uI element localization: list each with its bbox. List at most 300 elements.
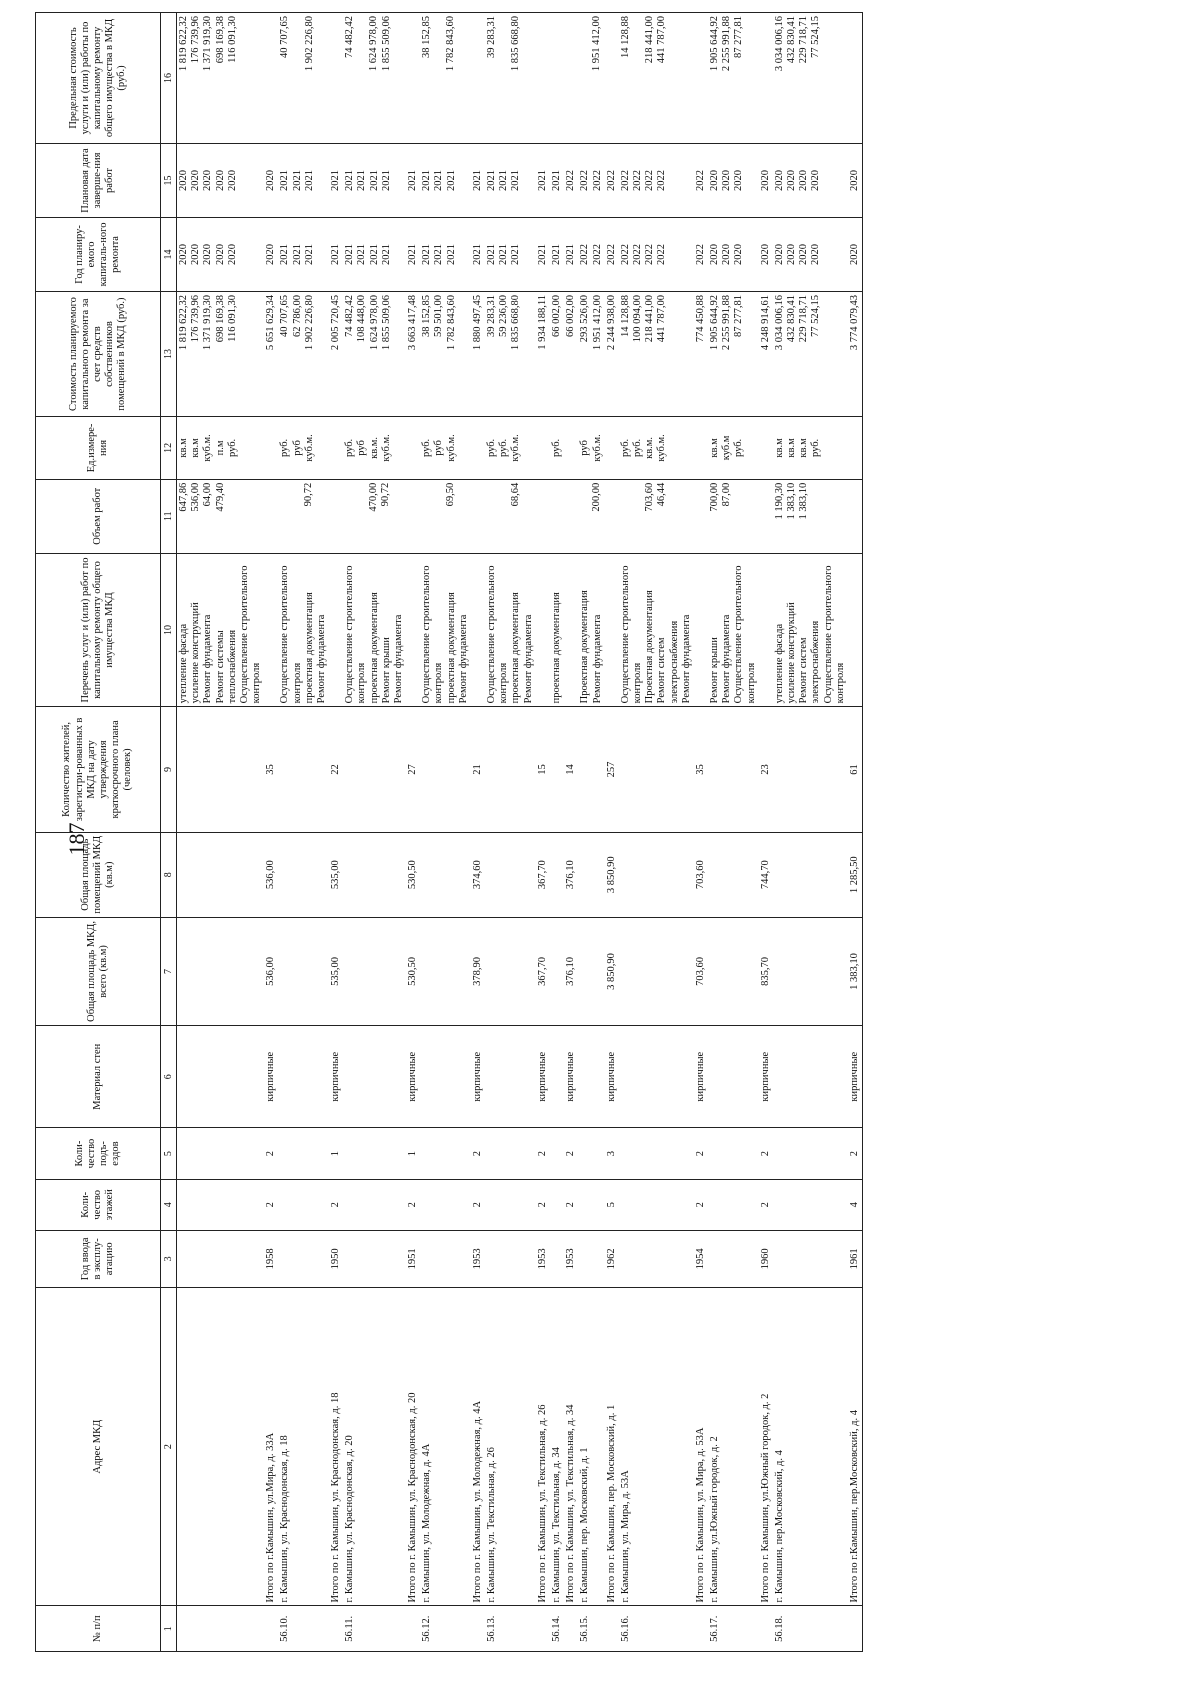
cell-works [264, 553, 278, 707]
column-header: Перечень услуг и (или) работ по капитальному ремонту общего имущества МКД [36, 553, 161, 707]
cell-volumes [759, 479, 773, 553]
cell-no [694, 1606, 708, 1652]
cell-line: 2020 [810, 243, 822, 265]
cell-plan-years [694, 217, 708, 291]
cell-total-area: 703,60 [694, 917, 708, 1025]
cell-end-dates [694, 144, 708, 218]
cell-limits [619, 13, 694, 144]
cell-works [759, 553, 773, 707]
table-row [343, 13, 406, 1652]
cell-line: кв.м [773, 438, 785, 458]
cell-address: Итого по г. Камышин, ул. Краснодонская, д. 18 [329, 1287, 343, 1606]
cell-total-area [485, 917, 536, 1025]
cell-line: Осуществление строительного контроля [238, 565, 263, 704]
cell-residents [773, 707, 848, 832]
column-number-row [161, 13, 177, 1652]
cell-line: кв.м. [368, 436, 380, 459]
cell-limits [848, 13, 863, 144]
cell-line: 2021 [330, 243, 342, 265]
cell-volumes [694, 479, 708, 553]
cell-total-area: 835,70 [759, 917, 773, 1025]
cell-entrances [343, 1128, 406, 1179]
cell-works [605, 553, 619, 707]
cell-no: 56.18. [773, 1606, 848, 1652]
cell-line: куб.м. [303, 434, 315, 462]
cell-premises-area: 536,00 [264, 832, 278, 917]
cell-line: 2021 [330, 169, 342, 191]
column-number: 2 [161, 1287, 177, 1606]
cell-material: кирпичные [406, 1026, 420, 1128]
cell-premises-area: 1 285,50 [848, 832, 863, 917]
cell-line: 2022 [591, 243, 603, 265]
cell-line: 2020 [733, 169, 745, 191]
cell-entrances: 1 [406, 1128, 420, 1179]
cell-plan-years [406, 217, 420, 291]
cell-costs [848, 291, 863, 416]
column-header: Плановая дата заверше-ния работ [36, 144, 161, 218]
cell-address: г. Камышин, ул. Краснодонская, д. 20 [343, 1287, 406, 1606]
cell-line [407, 420, 419, 476]
cell-line: 2020 [709, 169, 721, 191]
cell-line: 1 880 497,45 [471, 294, 483, 351]
cell-line: 1 383,10 [798, 482, 810, 520]
cell-no [329, 1606, 343, 1652]
cell-line: 1 371 919,30 [202, 294, 214, 351]
cell-line: 2021 [445, 169, 457, 191]
cell-line: куб.м. [510, 434, 522, 462]
cell-works [619, 553, 694, 707]
cell-line: 432 830,41 [786, 294, 798, 343]
cell-plan-years [536, 217, 550, 291]
cell-premises-area [550, 832, 564, 917]
cell-year: 1962 [605, 1230, 619, 1287]
cell-line: куб.м. [380, 434, 392, 462]
cell-total-area [278, 917, 329, 1025]
cell-units [536, 417, 550, 480]
cell-works [773, 553, 848, 707]
cell-end-dates [329, 144, 343, 218]
cell-line [265, 557, 277, 704]
cell-material [708, 1026, 759, 1128]
cell-entrances: 2 [264, 1128, 278, 1179]
cell-volumes [773, 479, 848, 553]
cell-address: Итого по г. Камышин, пер. Московский, д. 1 [605, 1287, 619, 1606]
cell-works [694, 553, 708, 707]
cell-line: 14 128,88 [619, 294, 631, 337]
cell-residents: 27 [406, 707, 420, 832]
cell-line [849, 16, 861, 140]
cell-floors [177, 1179, 265, 1230]
cell-end-dates [264, 144, 278, 218]
cell-line: 1 855 509,06 [380, 294, 392, 351]
cell-floors: 2 [471, 1179, 485, 1230]
cell-line: 2022 [605, 243, 617, 265]
cell-plan-years [343, 217, 406, 291]
cell-total-area [578, 917, 604, 1025]
cell-units [550, 417, 564, 480]
cell-line [486, 483, 498, 550]
cell-line: 38 152,85 [421, 16, 433, 58]
cell-material [278, 1026, 329, 1128]
cell-material: кирпичные [759, 1026, 773, 1128]
cell-entrances: 2 [564, 1128, 578, 1179]
cell-residents: 35 [694, 707, 708, 832]
cell-line: 218 441,00 [644, 294, 656, 343]
table-row [694, 13, 708, 1652]
cell-no: 56.15. [578, 1606, 604, 1652]
cell-premises-area [619, 832, 694, 917]
cell-total-area: 378,90 [471, 917, 485, 1025]
cell-line: 2020 [190, 169, 202, 191]
cell-entrances [773, 1128, 848, 1179]
cell-no [471, 1606, 485, 1652]
cell-limits [420, 13, 471, 144]
cell-plan-years [264, 217, 278, 291]
cell-no [759, 1606, 773, 1652]
cell-works [406, 553, 420, 707]
cell-year [708, 1230, 759, 1287]
table-row [550, 13, 564, 1652]
cell-address: г. Камышин, пер.Московский, д. 4 [773, 1287, 848, 1606]
cell-line: 2021 [344, 243, 356, 265]
cell-line: 90,72 [303, 482, 315, 507]
cell-costs [605, 291, 619, 416]
cell-line [733, 483, 745, 550]
cell-volumes [264, 479, 278, 553]
cell-units [471, 417, 485, 480]
cell-line: 2021 [433, 243, 445, 265]
column-header: Общая площадь МКД, всего (кв.м) [36, 917, 161, 1025]
cell-line [760, 16, 772, 140]
cell-entrances: 2 [848, 1128, 863, 1179]
cell-no: 56.10. [278, 1606, 329, 1652]
cell-line: 1 835 668,80 [510, 294, 522, 351]
cell-material [550, 1026, 564, 1128]
cell-limits [471, 13, 485, 144]
cell-line: 2022 [605, 169, 617, 191]
cell-line: 2021 [368, 169, 380, 191]
cell-line: 116 091,30 [226, 294, 238, 342]
cell-line: 39 283,31 [486, 16, 498, 58]
column-header: Коли-чество подъ-ездов [36, 1128, 161, 1179]
cell-no: 56.12. [420, 1606, 471, 1652]
cell-line [695, 483, 707, 550]
cell-floors: 2 [329, 1179, 343, 1230]
cell-line: руб [291, 440, 303, 456]
cell-works [708, 553, 759, 707]
cell-address: Итого по г. Камышин, ул. Молодежная, д. 4А [471, 1287, 485, 1606]
cell-address: г. Камышин, ул.Южный городок, д. 2 [708, 1287, 759, 1606]
cell-line: 2020 [178, 243, 189, 265]
cell-line: Ремонт фундамента [721, 614, 733, 704]
cell-line: 536,00 [190, 482, 202, 512]
cell-volumes [848, 479, 863, 553]
cell-floors [578, 1179, 604, 1230]
cell-no [564, 1606, 578, 1652]
cell-plan-years [773, 217, 848, 291]
cell-works [578, 553, 604, 707]
cell-line: Осуществление строительного контроля [344, 565, 368, 704]
cell-costs [759, 291, 773, 416]
cell-line: 14 128,88 [619, 16, 631, 58]
column-number: 12 [161, 417, 177, 480]
cell-volumes [471, 479, 485, 553]
cell-year [278, 1230, 329, 1287]
cell-floors: 2 [264, 1179, 278, 1230]
cell-residents: 257 [605, 707, 619, 832]
cell-material: кирпичные [848, 1026, 863, 1128]
cell-line [407, 16, 419, 140]
table-row [848, 13, 863, 1652]
cell-address: Итого по г. Камышин, ул. Мира, д. 53А [694, 1287, 708, 1606]
cell-line [472, 557, 484, 704]
table-row [759, 13, 773, 1652]
repair-plan-table [35, 12, 863, 1652]
cell-line: 2021 [471, 169, 483, 191]
cell-material [343, 1026, 406, 1128]
cell-line [810, 483, 822, 550]
cell-line: 1 782 843,60 [445, 294, 457, 351]
cell-no [406, 1606, 420, 1652]
cell-line: Осуществление строительного контроля [279, 565, 303, 704]
cell-line [227, 483, 239, 550]
cell-units [406, 417, 420, 480]
cell-entrances: 2 [536, 1128, 550, 1179]
cell-line: Ремонт системы теплоснабжения [214, 629, 238, 704]
cell-line: 2021 [486, 169, 498, 191]
cell-floors [420, 1179, 471, 1230]
cell-costs [536, 291, 550, 416]
cell-line [433, 483, 445, 550]
cell-total-area [619, 917, 694, 1025]
cell-line [330, 483, 342, 550]
cell-costs [694, 291, 708, 416]
cell-end-dates [550, 144, 564, 218]
cell-units [177, 417, 265, 480]
cell-costs [420, 291, 471, 416]
column-header: № п/п [36, 1606, 161, 1652]
cell-material: кирпичные [471, 1026, 485, 1128]
cell-line: 176 739,96 [190, 16, 202, 64]
cell-line: 77 524,15 [810, 16, 822, 58]
cell-units [708, 417, 759, 480]
cell-line: 432 830,41 [786, 16, 798, 64]
cell-total-area: 536,00 [264, 917, 278, 1025]
cell-line: 2022 [632, 169, 644, 191]
cell-line: утепление фасада [773, 623, 785, 704]
cell-line: 2022 [644, 169, 656, 191]
cell-works [343, 553, 406, 707]
table-row [177, 13, 265, 1652]
cell-line: 90,72 [380, 482, 392, 507]
cell-line: 2020 [773, 243, 785, 265]
cell-year [420, 1230, 471, 1287]
cell-total-area [420, 917, 471, 1025]
cell-premises-area: 744,70 [759, 832, 773, 917]
cell-floors [773, 1179, 848, 1230]
cell-end-dates [848, 144, 863, 218]
cell-line: 2020 [798, 169, 810, 191]
cell-limits [694, 13, 708, 144]
cell-floors [550, 1179, 564, 1230]
cell-line: 2022 [694, 169, 706, 191]
cell-line: 38 152,85 [421, 294, 433, 337]
cell-units [694, 417, 708, 480]
header-row [36, 13, 161, 1652]
cell-line: 2021 [445, 243, 457, 265]
cell-entrances: 1 [329, 1128, 343, 1179]
cell-line: 2021 [510, 169, 522, 191]
cell-costs [343, 291, 406, 416]
column-number: 9 [161, 707, 177, 832]
cell-premises-area: 535,00 [329, 832, 343, 917]
cell-line: 1 934 188,11 [536, 294, 548, 350]
cell-floors [343, 1179, 406, 1230]
cell-line: 2021 [344, 169, 356, 191]
cell-line: 2020 [848, 169, 860, 191]
column-header: Коли-чество этажей [36, 1179, 161, 1230]
table-row [708, 13, 759, 1652]
cell-material: кирпичные [564, 1026, 578, 1128]
cell-line: 2021 [536, 243, 548, 265]
cell-line [695, 557, 707, 704]
cell-address: г. Камышин, ул. Краснодонская, д. 18 [278, 1287, 329, 1606]
cell-line: 1 190,30 [773, 482, 785, 520]
cell-end-dates [564, 144, 578, 218]
cell-residents: 15 [536, 707, 550, 832]
cell-volumes [564, 479, 578, 553]
cell-line: руб. [632, 438, 644, 458]
cell-limits [605, 13, 619, 144]
cell-line: проектная документация [368, 592, 380, 704]
column-header: Количество жителей, зарегистри-рованных в МКД на дату утверждения краткосрочного плана (человек) [36, 707, 161, 832]
cell-line: 66 002,00 [565, 294, 577, 337]
cell-line: утепление фасада [178, 623, 189, 704]
cell-line: 87 277,81 [733, 16, 745, 58]
cell-units [329, 417, 343, 480]
cell-line [606, 483, 618, 550]
cell-line: 77 524,15 [810, 294, 822, 337]
cell-line [330, 16, 342, 140]
cell-works [471, 553, 485, 707]
cell-material: кирпичные [329, 1026, 343, 1128]
cell-line: куб.м. [445, 434, 457, 462]
cell-line: 1 905 644,92 [709, 294, 721, 351]
cell-line [551, 16, 563, 140]
column-number: 6 [161, 1026, 177, 1128]
column-header: Предельная стоимость услуги и (или) работы по капитальному ремонту общего имущества в МКД (руб.) [36, 13, 161, 144]
column-header: Год планиру-емого капиталь-ного ремонта [36, 217, 161, 291]
cell-limits [177, 13, 265, 144]
cell-line [579, 16, 591, 140]
cell-units [759, 417, 773, 480]
cell-line [632, 16, 644, 140]
table-row [471, 13, 485, 1652]
cell-line: руб. [550, 438, 562, 458]
cell-line: Ремонт систем электроснабжения [798, 620, 822, 704]
cell-line: 62 786,00 [291, 294, 303, 337]
cell-line [344, 483, 356, 550]
cell-no: 56.17. [708, 1606, 759, 1652]
cell-line: 2021 [407, 243, 419, 265]
cell-material: кирпичные [605, 1026, 619, 1128]
cell-year: 1961 [848, 1230, 863, 1287]
cell-entrances [177, 1128, 265, 1179]
cell-residents: 14 [564, 707, 578, 832]
cell-line [537, 557, 549, 704]
column-number: 16 [161, 13, 177, 144]
column-number: 14 [161, 217, 177, 291]
cell-line [760, 557, 772, 704]
cell-material [773, 1026, 848, 1128]
cell-year [485, 1230, 536, 1287]
cell-volumes [329, 479, 343, 553]
cell-line: 2021 [380, 169, 392, 191]
cell-volumes [420, 479, 471, 553]
cell-volumes [177, 479, 265, 553]
cell-premises-area: 3 850,90 [605, 832, 619, 917]
cell-line: Ремонт фундамента [202, 614, 214, 704]
cell-total-area: 530,50 [406, 917, 420, 1025]
cell-line: куб.м [721, 435, 733, 461]
cell-line: 87 277,81 [733, 294, 745, 337]
cell-entrances: 2 [694, 1128, 708, 1179]
cell-costs [177, 291, 265, 416]
cell-address: Итого по г.Камышин, пер.Московский, д. 4 [848, 1287, 863, 1606]
cell-line [760, 420, 772, 476]
cell-line: 2021 [291, 243, 303, 265]
cell-material [420, 1026, 471, 1128]
cell-line: 5 651 629,34 [265, 294, 277, 351]
cell-year: 1960 [759, 1230, 773, 1287]
cell-line: Осуществление строительного контроля [619, 565, 644, 704]
cell-line: 2021 [498, 243, 510, 265]
cell-line: 1 819 622,32 [178, 16, 189, 72]
cell-line: 2022 [619, 243, 631, 265]
cell-volumes [343, 479, 406, 553]
cell-line: усиление конструкций [190, 602, 202, 704]
cell-premises-area [578, 832, 604, 917]
cell-line: 2022 [656, 243, 668, 265]
cell-limits [536, 13, 550, 144]
cell-line: 2021 [356, 243, 368, 265]
cell-works [177, 553, 265, 707]
cell-line: 1 819 622,32 [178, 294, 189, 351]
cell-end-dates [177, 144, 265, 218]
cell-line: 229 718,71 [798, 294, 810, 343]
cell-costs [578, 291, 604, 416]
column-number: 10 [161, 553, 177, 707]
cell-line: руб. [733, 438, 745, 458]
cell-line: Ремонт фундамента [591, 614, 603, 704]
table-row [536, 13, 550, 1652]
column-number: 15 [161, 144, 177, 218]
cell-line: 1 902 226,80 [303, 294, 315, 351]
cell-limits [485, 13, 536, 144]
cell-year: 1954 [694, 1230, 708, 1287]
cell-no [605, 1606, 619, 1652]
cell-premises-area [773, 832, 848, 917]
cell-residents [177, 707, 265, 832]
cell-line: 69,50 [445, 482, 457, 507]
cell-line: куб.м. [202, 434, 214, 462]
cell-volumes [536, 479, 550, 553]
cell-address: Итого по г. Камышин, ул. Краснодонская, д. 20 [406, 1287, 420, 1606]
cell-line: 2021 [291, 169, 303, 191]
cell-costs [708, 291, 759, 416]
cell-line [407, 557, 419, 704]
cell-floors [708, 1179, 759, 1230]
